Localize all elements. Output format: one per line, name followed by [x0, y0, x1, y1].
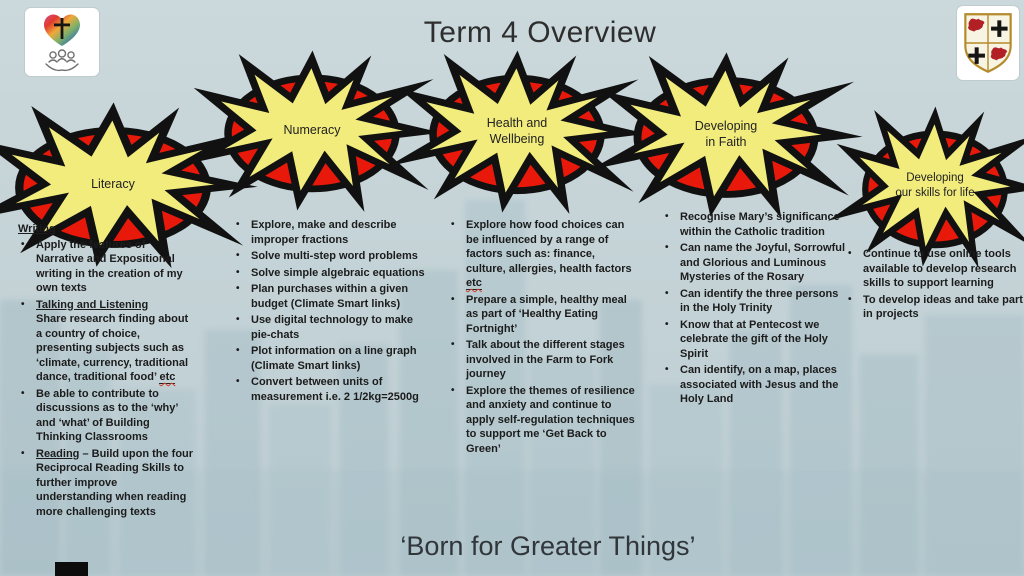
list-item	[233, 266, 425, 281]
list-item	[18, 447, 196, 520]
bullet-dot: •	[451, 384, 455, 396]
list-item-text: Explore how food choices can be influenced by a range of factors such as: finance, culture, allergies, health factors etc	[466, 219, 632, 290]
bullet-dot: •	[21, 298, 25, 310]
list-item-text: Explore, make and describe improper fractions	[251, 219, 397, 246]
bullet-dot: •	[848, 248, 852, 259]
bullet-dot: •	[236, 250, 240, 262]
list-item-text: Plot information on a line graph (Climate Smart links)	[251, 345, 417, 372]
bullet-dot: •	[236, 345, 240, 357]
list-item-text: Can identify the three persons in the Holy Trinity	[680, 287, 839, 315]
numeracy-list	[233, 218, 425, 406]
bullet-dot: •	[451, 293, 455, 305]
star-label-line: Literacy	[91, 176, 135, 191]
star-label-line: in Faith	[705, 135, 747, 149]
bullet-dot: •	[236, 219, 240, 230]
starburst-skills-for-life	[842, 112, 1024, 260]
star-label-line: Health and	[486, 115, 548, 130]
list-item-text: Can identify, on a map, places associated with Jesus and the Holy Land	[680, 364, 839, 406]
star-label-line: Developing	[906, 172, 964, 185]
bullet-dot: •	[236, 266, 240, 278]
list-item	[233, 218, 425, 247]
school-motto: ‘Born for Greater Things’	[400, 531, 696, 561]
list-item	[18, 387, 196, 445]
list-item-text: Solve multi-step word problems	[251, 250, 418, 263]
list-item-text: Plan purchases within a given budget (Climate Smart links)	[251, 283, 409, 310]
rainbow-heart-cross-people-icon	[29, 11, 95, 73]
star-label	[405, 56, 629, 206]
starburst-health-wellbeing	[405, 56, 629, 206]
list-item-text: Continue to use online tools available to develop research skills to support learning	[863, 248, 1017, 290]
bullet-dot: •	[665, 211, 669, 222]
list-item	[448, 218, 636, 291]
star-label-line: Numeracy	[283, 122, 341, 137]
list-item-text: Explore the themes of resilience and anxiety and continue to apply self-regulation techniques to support me ‘Get Back to Green’	[466, 384, 635, 455]
list-item	[662, 210, 846, 239]
list-item-text: Solve simple algebraic equations	[251, 266, 425, 279]
list-item	[448, 384, 636, 457]
list-item	[662, 287, 846, 316]
star-label-line: Wellbeing	[489, 132, 545, 146]
list-item-text: Know that at Pentecost we celebrate the gift of the Holy Spirit	[680, 318, 828, 360]
star-label-line: Developing	[694, 118, 758, 133]
developing-in-faith-list	[662, 210, 846, 409]
list-item-text: Prepare a simple, healthy meal as part of ‘Healthy Eating Fortnight’	[466, 293, 627, 335]
bullet-dot: •	[665, 287, 669, 299]
list-item-text: Writing	[18, 223, 56, 235]
star-label	[200, 56, 424, 204]
bullet-dot: •	[665, 318, 669, 330]
school-logo-right	[957, 6, 1019, 80]
bullet-dot: •	[848, 293, 852, 305]
list-item-text: Reading – Build upon the four Reciprocal Reading Skills to further improve understanding when reading more challenging texts	[36, 447, 194, 518]
list-item	[662, 318, 846, 362]
school-logo-left	[25, 8, 99, 76]
quartered-shield-crest-icon	[961, 10, 1015, 76]
list-item	[18, 298, 196, 385]
list-item	[233, 249, 425, 264]
list-item	[233, 375, 425, 404]
bullet-dot: •	[21, 387, 25, 399]
literacy-list	[18, 222, 196, 521]
list-item	[662, 363, 846, 407]
starburst-developing-in-faith	[608, 58, 844, 210]
list-item	[233, 282, 425, 311]
list-item-text: Talk about the different stages involved in the Farm to Fork journey	[466, 339, 625, 381]
list-item	[233, 313, 425, 342]
health-wellbeing-list	[448, 218, 636, 458]
starburst-numeracy	[200, 56, 424, 204]
star-label	[608, 58, 844, 210]
bullet-dot: •	[21, 238, 25, 250]
list-item-text: Talking and Listening Share research finding about a country of choice, presenting subjects such as ‘climate, currency, traditional dance, traditional food’ etc	[36, 298, 189, 384]
list-item-text: Apply the features of Narrative and Expositional writing in the creation of my own texts	[36, 238, 183, 295]
bullet-dot: •	[665, 242, 669, 254]
list-item	[662, 241, 846, 285]
bullet-dot: •	[236, 376, 240, 388]
list-item	[845, 293, 1023, 322]
list-item-text: Recognise Mary’s significance within the Catholic tradition	[680, 211, 840, 238]
page-title: Term 4 Overview	[423, 16, 657, 49]
bullet-dot: •	[451, 219, 455, 230]
list-item	[233, 344, 425, 373]
star-label	[842, 112, 1024, 260]
list-item-text: Can name the Joyful, Sorrowful and Glorious and Luminous Mysteries of the Rosary	[680, 242, 846, 284]
star-label-line: our skills for life	[895, 187, 975, 199]
bullet-dot: •	[236, 314, 240, 326]
list-item	[448, 338, 636, 382]
bottom-left-black-rectangle	[55, 562, 88, 576]
bullet-dot: •	[665, 364, 669, 376]
bullet-dot: •	[236, 283, 240, 295]
list-item	[448, 293, 636, 337]
bullet-dot: •	[21, 447, 25, 459]
bullet-dot: •	[451, 339, 455, 351]
list-item-text: Convert between units of measurement i.e. 2 1/2kg=2500g	[251, 376, 419, 403]
list-item-text: Use digital technology to make pie-chats	[251, 314, 413, 341]
list-item-text: To develop ideas and take part in projects	[863, 293, 1023, 321]
list-item-text: Be able to contribute to discussions as to the ‘why’ and ‘what’ of Building Thinking Classrooms	[36, 387, 178, 444]
